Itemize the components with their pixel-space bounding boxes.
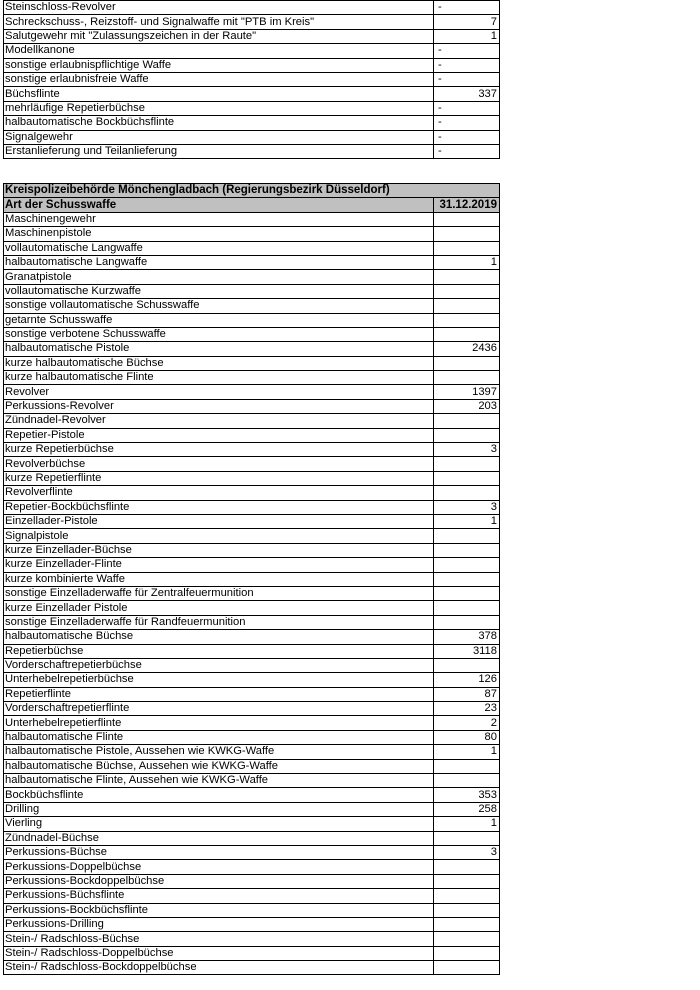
count-cell	[434, 586, 500, 600]
weapon-type-cell: sonstige erlaubnisfreie Waffe	[4, 72, 434, 86]
table-row	[4, 486, 500, 500]
weapon-type-cell: halbautomatische Flinte, Aussehen wie KWKG-Waffe	[4, 774, 434, 788]
count-cell: 3118	[434, 644, 500, 658]
weapon-type-cell: Repetierflinte	[4, 687, 434, 701]
weapon-type-cell: kurze Repetierflinte	[4, 471, 434, 485]
count-cell: 337	[434, 87, 500, 101]
count-cell: -	[434, 58, 500, 72]
count-cell	[434, 917, 500, 931]
weapon-type-cell: Repetier-Pistole	[4, 428, 434, 442]
weapon-type-cell: Drilling	[4, 802, 434, 816]
table-row	[4, 1, 500, 15]
column-header-weapon-type: Art der Schusswaffe	[4, 198, 434, 212]
table-row	[4, 932, 500, 946]
table-row	[4, 87, 500, 101]
weapon-type-cell: vollautomatische Kurzwaffe	[4, 284, 434, 298]
table-row	[4, 759, 500, 773]
weapon-type-cell: Steinschloss-Revolver	[4, 1, 434, 15]
weapon-type-cell: Perkussions-Drilling	[4, 917, 434, 931]
weapon-type-cell: sonstige verbotene Schusswaffe	[4, 327, 434, 341]
table-row	[4, 558, 500, 572]
table-row	[4, 457, 500, 471]
table-row	[4, 144, 500, 158]
weapon-type-cell: Revolver	[4, 385, 434, 399]
count-cell: 1	[434, 255, 500, 269]
table-row	[4, 399, 500, 413]
count-cell: 378	[434, 630, 500, 644]
count-cell: 353	[434, 788, 500, 802]
table-row	[4, 327, 500, 341]
count-cell	[434, 961, 500, 975]
table-row	[4, 658, 500, 672]
count-cell: 1	[434, 514, 500, 528]
weapon-type-cell: kurze Einzellader Pistole	[4, 601, 434, 615]
count-cell	[434, 371, 500, 385]
count-cell	[434, 759, 500, 773]
count-cell: -	[434, 72, 500, 86]
weapon-type-cell: Maschinenpistole	[4, 227, 434, 241]
table-row	[4, 601, 500, 615]
weapon-type-cell: vollautomatische Langwaffe	[4, 241, 434, 255]
count-cell: 2436	[434, 342, 500, 356]
table-row	[4, 874, 500, 888]
table-row	[4, 644, 500, 658]
table-row	[4, 817, 500, 831]
table-body	[4, 184, 500, 975]
weapon-type-cell: Bockbüchsflinte	[4, 788, 434, 802]
table-row	[4, 572, 500, 586]
count-cell	[434, 932, 500, 946]
weapon-type-cell: Stein-/ Radschloss-Büchse	[4, 932, 434, 946]
count-cell: 203	[434, 399, 500, 413]
table-row	[4, 371, 500, 385]
count-cell	[434, 414, 500, 428]
table-row	[4, 385, 500, 399]
weapon-type-cell: sonstige vollautomatische Schusswaffe	[4, 299, 434, 313]
weapon-type-cell: Signalpistole	[4, 529, 434, 543]
count-cell	[434, 615, 500, 629]
count-cell: 3	[434, 845, 500, 859]
count-cell	[434, 227, 500, 241]
table-row	[4, 414, 500, 428]
weapon-type-cell: Maschinengewehr	[4, 212, 434, 226]
table-row	[4, 946, 500, 960]
count-cell	[434, 471, 500, 485]
table-row	[4, 529, 500, 543]
weapon-type-cell: kurze halbautomatische Büchse	[4, 356, 434, 370]
count-cell	[434, 946, 500, 960]
count-cell	[434, 327, 500, 341]
count-cell: 1	[434, 745, 500, 759]
count-cell	[434, 299, 500, 313]
table-row	[4, 270, 500, 284]
count-cell	[434, 860, 500, 874]
table-row	[4, 356, 500, 370]
weapon-type-cell: halbautomatische Pistole, Aussehen wie KWKG-Waffe	[4, 745, 434, 759]
count-cell: 23	[434, 702, 500, 716]
table-header-row	[4, 198, 500, 212]
table-title-row	[4, 184, 500, 198]
weapon-type-cell: sonstige Einzelladerwaffe für Randfeuermunition	[4, 615, 434, 629]
count-cell	[434, 572, 500, 586]
count-cell: 1	[434, 29, 500, 43]
weapon-type-cell: sonstige erlaubnispflichtige Waffe	[4, 58, 434, 72]
table-row	[4, 889, 500, 903]
count-cell	[434, 889, 500, 903]
table-row	[4, 730, 500, 744]
weapon-type-cell: halbautomatische Bockbüchsflinte	[4, 116, 434, 130]
table-row	[4, 788, 500, 802]
count-cell	[434, 558, 500, 572]
table-row	[4, 255, 500, 269]
table-row	[4, 802, 500, 816]
table-row	[4, 514, 500, 528]
count-cell: -	[434, 1, 500, 15]
table-row	[4, 72, 500, 86]
count-cell	[434, 241, 500, 255]
count-cell	[434, 212, 500, 226]
weapon-type-cell: halbautomatische Büchse	[4, 630, 434, 644]
table-body	[4, 1, 500, 159]
weapon-type-cell: Perkussions-Büchsflinte	[4, 889, 434, 903]
table-row	[4, 716, 500, 730]
count-cell: 87	[434, 687, 500, 701]
weapon-type-cell: Perkussions-Revolver	[4, 399, 434, 413]
count-cell	[434, 543, 500, 557]
table-row	[4, 130, 500, 144]
table-row	[4, 29, 500, 43]
weapon-type-cell: Perkussions-Bockbüchsflinte	[4, 903, 434, 917]
table-row	[4, 101, 500, 115]
weapon-type-cell: Zündnadel-Revolver	[4, 414, 434, 428]
count-cell	[434, 601, 500, 615]
count-cell	[434, 428, 500, 442]
count-cell	[434, 658, 500, 672]
weapon-type-cell: halbautomatische Flinte	[4, 730, 434, 744]
weapon-type-cell: Einzellader-Pistole	[4, 514, 434, 528]
table-row	[4, 903, 500, 917]
count-cell	[434, 284, 500, 298]
weapon-type-cell: Revolverflinte	[4, 486, 434, 500]
count-cell: -	[434, 101, 500, 115]
weapon-type-cell: Vierling	[4, 817, 434, 831]
table-row	[4, 299, 500, 313]
count-cell: 258	[434, 802, 500, 816]
table-row	[4, 212, 500, 226]
count-cell: 1	[434, 817, 500, 831]
table-row	[4, 845, 500, 859]
weapon-type-cell: Revolverbüchse	[4, 457, 434, 471]
table-row	[4, 831, 500, 845]
weapon-type-cell: Unterhebelrepetierflinte	[4, 716, 434, 730]
count-cell	[434, 529, 500, 543]
weapon-type-cell: halbautomatische Pistole	[4, 342, 434, 356]
weapon-type-cell: Schreckschuss-, Reizstoff- und Signalwaffe mit "PTB im Kreis"	[4, 15, 434, 29]
weapon-type-cell: Salutgewehr mit "Zulassungszeichen in der Raute"	[4, 29, 434, 43]
weapons-table-continued	[3, 0, 500, 159]
table-row	[4, 342, 500, 356]
weapon-type-cell: kurze Einzellader-Büchse	[4, 543, 434, 557]
table-row	[4, 443, 500, 457]
table-row	[4, 15, 500, 29]
count-cell: 7	[434, 15, 500, 29]
weapon-type-cell: Vorderschaftrepetierbüchse	[4, 658, 434, 672]
table-row	[4, 241, 500, 255]
weapon-type-cell: Repetierbüchse	[4, 644, 434, 658]
count-cell	[434, 774, 500, 788]
table-row	[4, 615, 500, 629]
count-cell	[434, 486, 500, 500]
table-row	[4, 917, 500, 931]
weapon-type-cell: Büchsflinte	[4, 87, 434, 101]
weapon-type-cell: Stein-/ Radschloss-Doppelbüchse	[4, 946, 434, 960]
count-cell: 1397	[434, 385, 500, 399]
table-row	[4, 774, 500, 788]
count-cell: 126	[434, 673, 500, 687]
weapon-type-cell: Perkussions-Doppelbüchse	[4, 860, 434, 874]
table-row	[4, 428, 500, 442]
count-cell: -	[434, 116, 500, 130]
table-row	[4, 471, 500, 485]
weapon-type-cell: Repetier-Bockbüchsflinte	[4, 500, 434, 514]
count-cell	[434, 313, 500, 327]
weapon-type-cell: Signalgewehr	[4, 130, 434, 144]
table-row	[4, 961, 500, 975]
weapon-type-cell: Granatpistole	[4, 270, 434, 284]
weapon-type-cell: getarnte Schusswaffe	[4, 313, 434, 327]
table-row	[4, 284, 500, 298]
weapon-type-cell: Perkussions-Bockdoppelbüchse	[4, 874, 434, 888]
count-cell	[434, 903, 500, 917]
weapon-type-cell: kurze Repetierbüchse	[4, 443, 434, 457]
count-cell	[434, 874, 500, 888]
column-header-date: 31.12.2019	[434, 198, 500, 212]
weapon-type-cell: Unterhebelrepetierbüchse	[4, 673, 434, 687]
weapon-type-cell: Zündnadel-Büchse	[4, 831, 434, 845]
table-row	[4, 313, 500, 327]
weapon-type-cell: mehrläufige Repetierbüchse	[4, 101, 434, 115]
table-row	[4, 116, 500, 130]
table-row	[4, 58, 500, 72]
table-row	[4, 860, 500, 874]
count-cell: 3	[434, 443, 500, 457]
table-title: Kreispolizeibehörde Mönchengladbach (Regierungsbezirk Düsseldorf)	[4, 184, 500, 198]
count-cell: -	[434, 44, 500, 58]
count-cell: -	[434, 130, 500, 144]
table-row	[4, 702, 500, 716]
table-row	[4, 586, 500, 600]
table-row	[4, 687, 500, 701]
count-cell: 2	[434, 716, 500, 730]
weapon-type-cell: sonstige Einzelladerwaffe für Zentralfeuermunition	[4, 586, 434, 600]
table-row	[4, 227, 500, 241]
count-cell	[434, 270, 500, 284]
table-row	[4, 630, 500, 644]
count-cell: 3	[434, 500, 500, 514]
weapon-type-cell: Perkussions-Büchse	[4, 845, 434, 859]
weapon-type-cell: Erstanlieferung und Teilanlieferung	[4, 144, 434, 158]
table-row	[4, 745, 500, 759]
count-cell	[434, 831, 500, 845]
weapon-type-cell: Modellkanone	[4, 44, 434, 58]
count-cell	[434, 457, 500, 471]
weapon-type-cell: halbautomatische Büchse, Aussehen wie KWKG-Waffe	[4, 759, 434, 773]
weapon-type-cell: kurze halbautomatische Flinte	[4, 371, 434, 385]
count-cell: 80	[434, 730, 500, 744]
table-row	[4, 500, 500, 514]
weapon-type-cell: Stein-/ Radschloss-Bockdoppelbüchse	[4, 961, 434, 975]
count-cell	[434, 356, 500, 370]
weapon-type-cell: kurze kombinierte Waffe	[4, 572, 434, 586]
count-cell: -	[434, 144, 500, 158]
weapons-table-moenchengladbach	[3, 183, 500, 975]
weapon-type-cell: kurze Einzellader-Flinte	[4, 558, 434, 572]
weapon-type-cell: halbautomatische Langwaffe	[4, 255, 434, 269]
weapon-type-cell: Vorderschaftrepetierflinte	[4, 702, 434, 716]
table-row	[4, 673, 500, 687]
table-row	[4, 543, 500, 557]
table-row	[4, 44, 500, 58]
